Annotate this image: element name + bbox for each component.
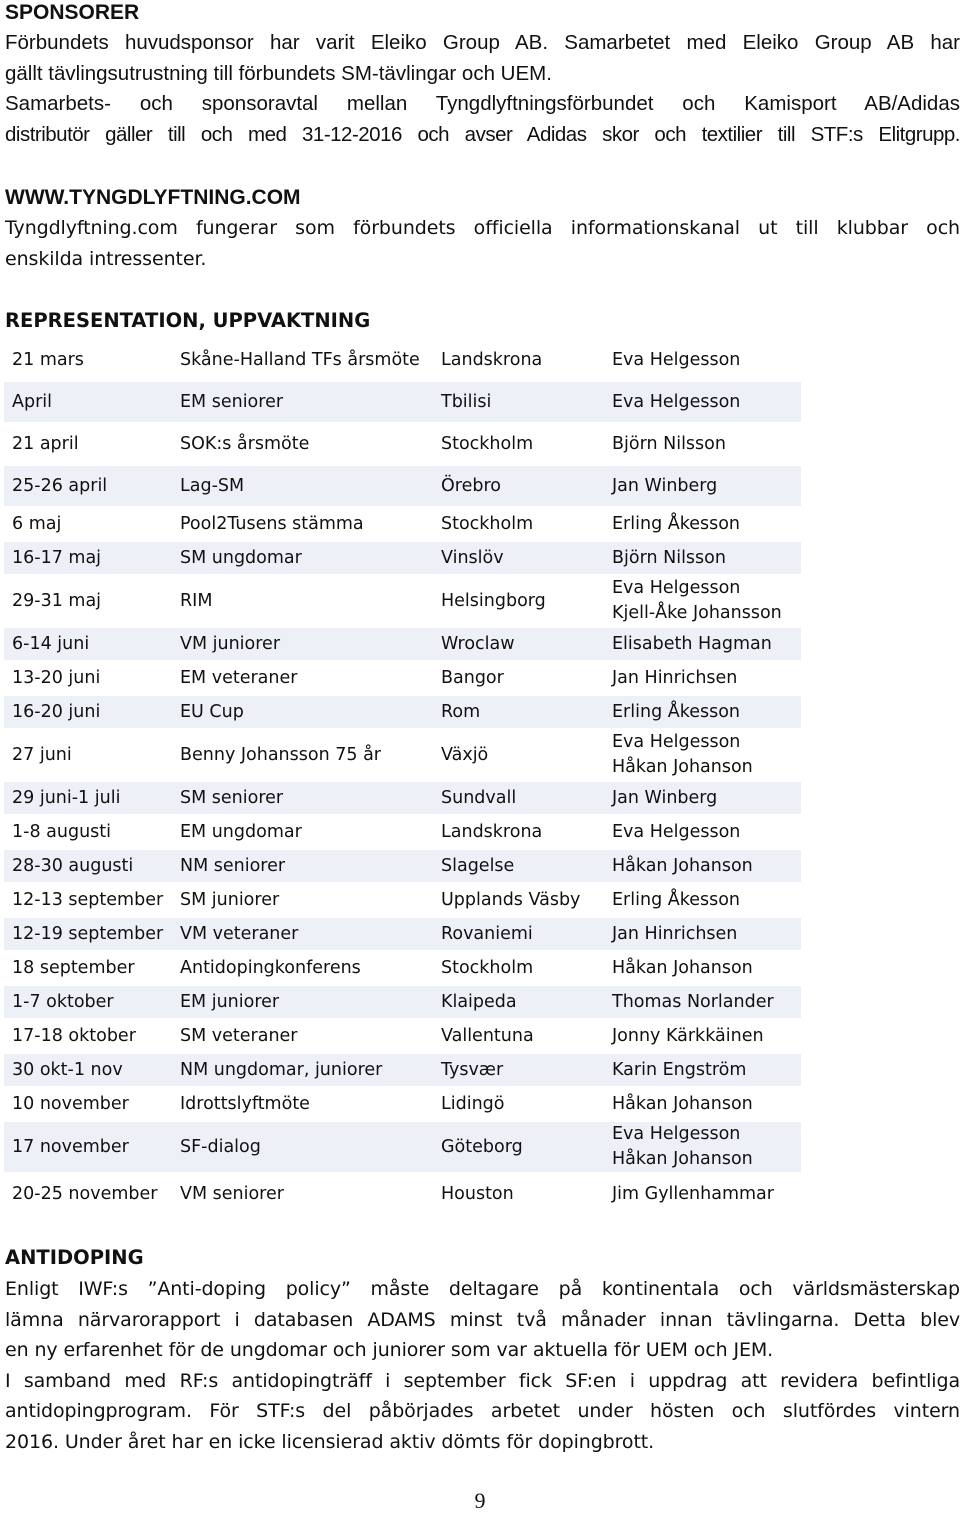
- cell-persons: [604, 1054, 801, 1088]
- cell-event: RIM: [172, 576, 433, 628]
- cell-date: 17 november: [4, 1122, 172, 1174]
- cell-persons: [604, 918, 801, 952]
- antidoping-paragraph: [5, 1274, 960, 1457]
- web-line-2: enskilda intressenter.: [5, 247, 207, 270]
- cell-date: 13-20 juni: [4, 662, 172, 696]
- person-name: Jan Hinrichsen: [612, 923, 738, 944]
- cell-event: Pool2Tusens stämma: [172, 508, 433, 542]
- cell-place: Stockholm: [433, 424, 604, 466]
- cell-place: Helsingborg: [433, 576, 604, 628]
- cell-place: Tbilisi: [433, 382, 604, 424]
- web-line-1: Tyngdlyftning.com fungerar som förbundets officiella informationskanal ut till klubbar och: [5, 217, 960, 239]
- cell-place: Landskrona: [433, 816, 604, 850]
- cell-event: SF-dialog: [172, 1122, 433, 1174]
- cell-place: Houston: [433, 1174, 604, 1216]
- cell-event: SM seniorer: [172, 782, 433, 816]
- person-name: Erling Åkesson: [612, 513, 741, 534]
- person-name: Thomas Norlander: [612, 991, 774, 1012]
- table-row: [4, 816, 801, 850]
- person-name: Björn Nilsson: [612, 547, 726, 568]
- cell-persons: [604, 952, 801, 986]
- table-row: [4, 662, 801, 696]
- representation-table: [4, 340, 801, 1216]
- cell-persons: [604, 1174, 801, 1216]
- cell-persons: [604, 628, 801, 662]
- person-name: Håkan Johanson: [612, 1093, 753, 1114]
- cell-place: Vallentuna: [433, 1020, 604, 1054]
- cell-place: Klaipeda: [433, 986, 604, 1020]
- representation-heading: REPRESENTATION, UPPVAKTNING: [5, 309, 371, 332]
- cell-date: 29-31 maj: [4, 576, 172, 628]
- cell-persons: [604, 730, 801, 782]
- antidoping-line-2: lämna närvarorapport i databasen ADAMS minst två månader innan tävlingarna. Detta blev: [5, 1308, 960, 1331]
- cell-place: Tysvær: [433, 1054, 604, 1088]
- antidoping-heading: ANTIDOPING: [5, 1246, 144, 1269]
- person-name: Erling Åkesson: [612, 701, 741, 722]
- web-paragraph: [5, 213, 960, 274]
- cell-event: VM seniorer: [172, 1174, 433, 1216]
- cell-date: 21 mars: [4, 340, 172, 382]
- person-name: Eva Helgesson: [612, 578, 741, 598]
- cell-persons: [604, 816, 801, 850]
- cell-persons: [604, 696, 801, 730]
- table-row: [4, 1174, 801, 1216]
- cell-place: Sundvall: [433, 782, 604, 816]
- cell-place: Rom: [433, 696, 604, 730]
- person-name: Erling Åkesson: [612, 889, 741, 910]
- cell-event: EM ungdomar: [172, 816, 433, 850]
- sponsor-line-3: Samarbets- och sponsoravtal mellan Tyngdlyftningsförbundet och Kamisport AB/Adidas: [5, 92, 960, 115]
- table-row: [4, 884, 801, 918]
- cell-date: 25-26 april: [4, 466, 172, 508]
- sponsor-heading: SPONSORER: [5, 1, 140, 24]
- cell-date: 30 okt-1 nov: [4, 1054, 172, 1088]
- table-row: [4, 1088, 801, 1122]
- cell-event: SM juniorer: [172, 884, 433, 918]
- cell-place: Stockholm: [433, 508, 604, 542]
- person-name: Håkan Johanson: [612, 957, 753, 978]
- table-row: [4, 628, 801, 662]
- cell-date: 27 juni: [4, 730, 172, 782]
- cell-event: NM seniorer: [172, 850, 433, 884]
- cell-persons: [604, 986, 801, 1020]
- table-row: [4, 508, 801, 542]
- antidoping-line-4: I samband med RF:s antidopingträff i september fick SF:en i uppdrag att revidera befintliga: [5, 1369, 960, 1392]
- table-row: [4, 696, 801, 730]
- table-row: [4, 1054, 801, 1088]
- cell-persons: [604, 1020, 801, 1054]
- cell-place: Vinslöv: [433, 542, 604, 576]
- person-name: Björn Nilsson: [612, 433, 726, 454]
- table-row: [4, 382, 801, 424]
- cell-date: April: [4, 382, 172, 424]
- cell-place: Slagelse: [433, 850, 604, 884]
- cell-date: 17-18 oktober: [4, 1020, 172, 1054]
- cell-date: 6 maj: [4, 508, 172, 542]
- cell-persons: [604, 466, 801, 508]
- cell-date: 20-25 november: [4, 1174, 172, 1216]
- person-name: Håkan Johanson: [612, 1149, 753, 1169]
- cell-place: Rovaniemi: [433, 918, 604, 952]
- cell-event: VM juniorer: [172, 628, 433, 662]
- cell-place: Bangor: [433, 662, 604, 696]
- cell-persons: [604, 382, 801, 424]
- cell-event: Idrottslyftmöte: [172, 1088, 433, 1122]
- person-name: Eva Helgesson: [612, 821, 741, 842]
- cell-persons: [604, 884, 801, 918]
- cell-persons: [604, 576, 801, 628]
- table-row: [4, 466, 801, 508]
- cell-date: 1-8 augusti: [4, 816, 172, 850]
- cell-event: SM ungdomar: [172, 542, 433, 576]
- table-row: [4, 340, 801, 382]
- table-row: [4, 424, 801, 466]
- cell-event: Lag-SM: [172, 466, 433, 508]
- cell-place: Lidingö: [433, 1088, 604, 1122]
- cell-date: 16-20 juni: [4, 696, 172, 730]
- person-name: Jan Winberg: [612, 475, 718, 496]
- cell-place: Göteborg: [433, 1122, 604, 1174]
- cell-event: SM veteraner: [172, 1020, 433, 1054]
- cell-place: Landskrona: [433, 340, 604, 382]
- person-name: Eva Helgesson: [612, 349, 741, 370]
- cell-place: Stockholm: [433, 952, 604, 986]
- table-row: [4, 952, 801, 986]
- cell-date: 10 november: [4, 1088, 172, 1122]
- table-row: [4, 918, 801, 952]
- person-name: Elisabeth Hagman: [612, 633, 772, 654]
- cell-persons: [604, 424, 801, 466]
- sponsor-paragraph: [5, 28, 960, 150]
- cell-persons: [604, 1088, 801, 1122]
- cell-date: 28-30 augusti: [4, 850, 172, 884]
- table-row: [4, 1122, 801, 1174]
- person-name: Eva Helgesson: [612, 732, 741, 752]
- cell-place: Växjö: [433, 730, 604, 782]
- table-row: [4, 576, 801, 628]
- table-row: [4, 850, 801, 884]
- cell-event: EM seniorer: [172, 382, 433, 424]
- cell-date: 21 april: [4, 424, 172, 466]
- cell-date: 12-19 september: [4, 918, 172, 952]
- person-name: Eva Helgesson: [612, 391, 741, 412]
- cell-event: VM veteraner: [172, 918, 433, 952]
- web-heading: WWW.TYNGDLYFTNING.COM: [5, 186, 301, 209]
- cell-event: EM juniorer: [172, 986, 433, 1020]
- antidoping-line-6: 2016. Under året har en icke licensierad aktiv dömts för dopingbrott.: [5, 1430, 655, 1453]
- cell-event: Skåne-Halland TFs årsmöte: [172, 340, 433, 382]
- table-row: [4, 730, 801, 782]
- person-name: Jan Hinrichsen: [612, 667, 738, 688]
- table-row: [4, 782, 801, 816]
- person-name: Jonny Kärkkäinen: [612, 1025, 764, 1046]
- cell-date: 29 juni-1 juli: [4, 782, 172, 816]
- cell-place: Upplands Väsby: [433, 884, 604, 918]
- person-name: Eva Helgesson: [612, 1124, 741, 1144]
- antidoping-line-3: en ny erfarenhet för de ungdomar och juniorer som var aktuella för UEM och JEM.: [5, 1339, 774, 1361]
- sponsor-line-4: distributör gäller till och med 31-12-2016 och avser Adidas skor och textilier till STF:s Elitgrupp.: [5, 122, 960, 146]
- cell-persons: [604, 340, 801, 382]
- antidoping-line-5: antidopingprogram. För STF:s del påbörjades arbetet under hösten och slutfördes vintern: [5, 1400, 960, 1422]
- cell-event: SOK:s årsmöte: [172, 424, 433, 466]
- page-number: 9: [474, 1488, 486, 1513]
- table-row: [4, 1020, 801, 1054]
- cell-date: 18 september: [4, 952, 172, 986]
- sponsor-line-2: gällt tävlingsutrustning till förbundets SM-tävlingar och UEM.: [5, 61, 552, 85]
- cell-place: Wroclaw: [433, 628, 604, 662]
- person-name: Jim Gyllenhammar: [612, 1183, 774, 1204]
- cell-persons: [604, 1122, 801, 1174]
- cell-event: Antidopingkonferens: [172, 952, 433, 986]
- cell-date: 6-14 juni: [4, 628, 172, 662]
- person-name: Kjell-Åke Johansson: [612, 603, 782, 623]
- person-name: Håkan Johanson: [612, 855, 753, 876]
- cell-persons: [604, 782, 801, 816]
- cell-event: EM veteraner: [172, 662, 433, 696]
- cell-persons: [604, 508, 801, 542]
- table-row: [4, 542, 801, 576]
- person-name: Jan Winberg: [612, 787, 718, 808]
- antidoping-line-1: Enligt IWF:s ”Anti-doping policy” måste deltagare på kontinentala och världsmästerskap: [5, 1278, 960, 1300]
- cell-place: Örebro: [433, 466, 604, 508]
- person-name: Karin Engström: [612, 1059, 747, 1080]
- cell-event: EU Cup: [172, 696, 433, 730]
- table-row: [4, 986, 801, 1020]
- cell-date: 16-17 maj: [4, 542, 172, 576]
- sponsor-line-1: Förbundets huvudsponsor har varit Eleiko Group AB. Samarbetet med Eleiko Group AB har: [5, 31, 960, 54]
- cell-event: Benny Johansson 75 år: [172, 730, 433, 782]
- cell-persons: [604, 850, 801, 884]
- cell-persons: [604, 662, 801, 696]
- cell-date: 12-13 september: [4, 884, 172, 918]
- cell-persons: [604, 542, 801, 576]
- cell-event: NM ungdomar, juniorer: [172, 1054, 433, 1088]
- cell-date: 1-7 oktober: [4, 986, 172, 1020]
- person-name: Håkan Johanson: [612, 757, 753, 777]
